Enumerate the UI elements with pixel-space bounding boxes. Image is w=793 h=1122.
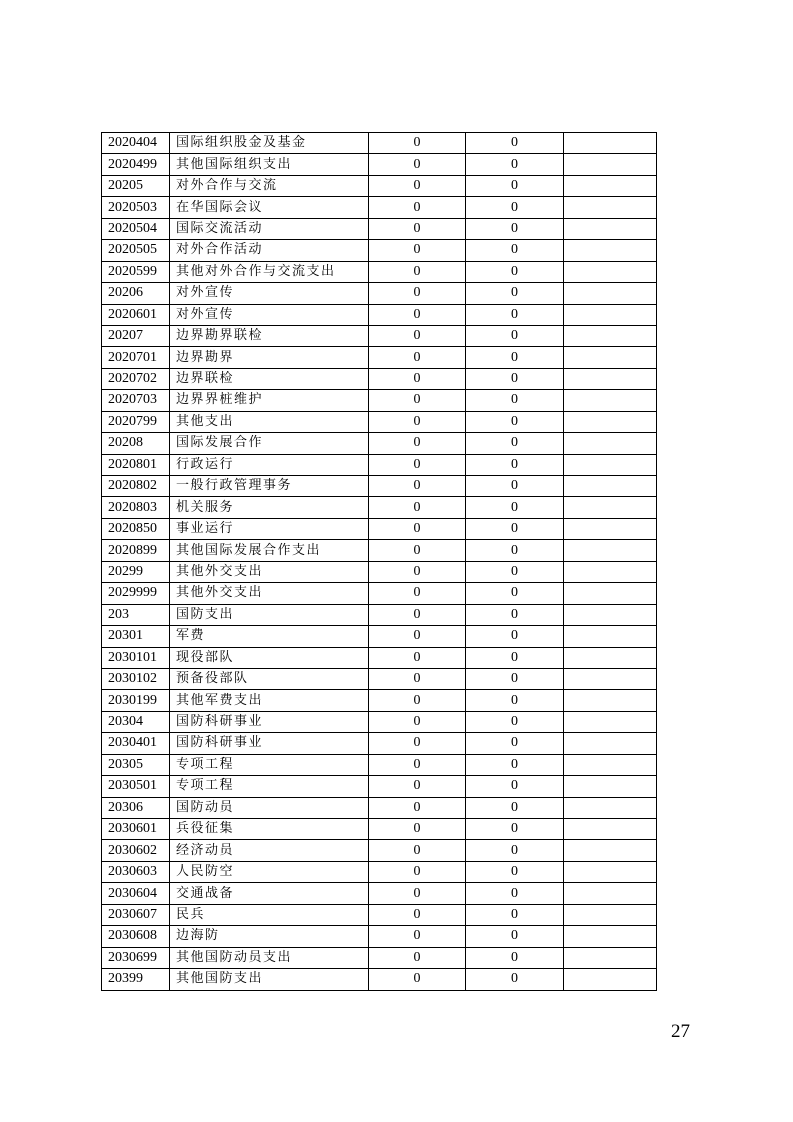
- subject-code-cell: 20301: [102, 626, 170, 647]
- value-cell-2: 0: [466, 776, 564, 797]
- value-cell-1: 0: [369, 819, 466, 840]
- subject-code-cell: 2030602: [102, 840, 170, 861]
- subject-code-cell: 2029999: [102, 583, 170, 604]
- value-cell-1: 0: [369, 754, 466, 775]
- table-row: [102, 476, 657, 497]
- value-cell-3: [564, 368, 657, 389]
- subject-name-cell: 其他国防支出: [170, 969, 369, 990]
- table-row: [102, 240, 657, 261]
- table-row: [102, 497, 657, 518]
- value-cell-2: 0: [466, 304, 564, 325]
- value-cell-2: 0: [466, 733, 564, 754]
- value-cell-3: [564, 969, 657, 990]
- subject-code-cell: 2020801: [102, 454, 170, 475]
- value-cell-2: 0: [466, 411, 564, 432]
- value-cell-1: 0: [369, 154, 466, 175]
- value-cell-1: 0: [369, 476, 466, 497]
- table-row: [102, 197, 657, 218]
- table-row: [102, 175, 657, 196]
- table-row: [102, 411, 657, 432]
- value-cell-3: [564, 347, 657, 368]
- subject-name-cell: 行政运行: [170, 454, 369, 475]
- value-cell-1: 0: [369, 904, 466, 925]
- subject-name-cell: 事业运行: [170, 518, 369, 539]
- value-cell-1: 0: [369, 433, 466, 454]
- value-cell-2: 0: [466, 197, 564, 218]
- subject-code-cell: 2030604: [102, 883, 170, 904]
- subject-name-cell: 专项工程: [170, 754, 369, 775]
- value-cell-2: 0: [466, 476, 564, 497]
- subject-name-cell: 边海防: [170, 926, 369, 947]
- table-row: [102, 304, 657, 325]
- value-cell-2: 0: [466, 454, 564, 475]
- table-row: [102, 261, 657, 282]
- table-row: [102, 133, 657, 154]
- subject-name-cell: 国际交流活动: [170, 218, 369, 239]
- page-number: 27: [671, 1021, 690, 1042]
- subject-code-cell: 2020499: [102, 154, 170, 175]
- subject-code-cell: 2020802: [102, 476, 170, 497]
- value-cell-1: 0: [369, 518, 466, 539]
- subject-code-cell: 2020504: [102, 218, 170, 239]
- table-row: [102, 754, 657, 775]
- table-row: [102, 733, 657, 754]
- value-cell-2: 0: [466, 754, 564, 775]
- value-cell-3: [564, 926, 657, 947]
- value-cell-2: 0: [466, 711, 564, 732]
- value-cell-3: [564, 433, 657, 454]
- value-cell-2: 0: [466, 690, 564, 711]
- value-cell-2: 0: [466, 647, 564, 668]
- subject-name-cell: 国防科研事业: [170, 711, 369, 732]
- subject-code-cell: 2020850: [102, 518, 170, 539]
- subject-code-cell: 2020702: [102, 368, 170, 389]
- table-row: [102, 926, 657, 947]
- value-cell-3: [564, 711, 657, 732]
- value-cell-2: 0: [466, 668, 564, 689]
- value-cell-3: [564, 133, 657, 154]
- value-cell-3: [564, 518, 657, 539]
- subject-code-cell: 2030102: [102, 668, 170, 689]
- table-row: [102, 947, 657, 968]
- value-cell-1: 0: [369, 668, 466, 689]
- value-cell-3: [564, 819, 657, 840]
- subject-name-cell: 边界界桩维护: [170, 390, 369, 411]
- subject-name-cell: 国防科研事业: [170, 733, 369, 754]
- subject-code-cell: 2030501: [102, 776, 170, 797]
- value-cell-1: 0: [369, 947, 466, 968]
- value-cell-2: 0: [466, 819, 564, 840]
- value-cell-3: [564, 733, 657, 754]
- table-body: [102, 133, 657, 991]
- value-cell-1: 0: [369, 776, 466, 797]
- subject-code-cell: 2030401: [102, 733, 170, 754]
- subject-name-cell: 对外合作与交流: [170, 175, 369, 196]
- value-cell-2: 0: [466, 175, 564, 196]
- subject-name-cell: 专项工程: [170, 776, 369, 797]
- table-row: [102, 904, 657, 925]
- value-cell-1: 0: [369, 454, 466, 475]
- subject-code-cell: 20304: [102, 711, 170, 732]
- subject-code-cell: 2030101: [102, 647, 170, 668]
- subject-name-cell: 国防动员: [170, 797, 369, 818]
- value-cell-1: 0: [369, 390, 466, 411]
- value-cell-3: [564, 261, 657, 282]
- subject-code-cell: 2020701: [102, 347, 170, 368]
- value-cell-1: 0: [369, 133, 466, 154]
- table-row: [102, 347, 657, 368]
- table-row: [102, 690, 657, 711]
- value-cell-3: [564, 947, 657, 968]
- subject-name-cell: 国际发展合作: [170, 433, 369, 454]
- value-cell-3: [564, 690, 657, 711]
- value-cell-2: 0: [466, 883, 564, 904]
- value-cell-2: 0: [466, 154, 564, 175]
- subject-name-cell: 国际组织股金及基金: [170, 133, 369, 154]
- subject-code-cell: 2030607: [102, 904, 170, 925]
- subject-name-cell: 对外合作活动: [170, 240, 369, 261]
- subject-name-cell: 其他军费支出: [170, 690, 369, 711]
- value-cell-1: 0: [369, 347, 466, 368]
- value-cell-2: 0: [466, 283, 564, 304]
- table-row: [102, 218, 657, 239]
- value-cell-3: [564, 626, 657, 647]
- table-row: [102, 797, 657, 818]
- subject-code-cell: 2020601: [102, 304, 170, 325]
- subject-name-cell: 经济动员: [170, 840, 369, 861]
- value-cell-1: 0: [369, 197, 466, 218]
- table-row: [102, 776, 657, 797]
- value-cell-2: 0: [466, 497, 564, 518]
- subject-name-cell: 交通战备: [170, 883, 369, 904]
- table-row: [102, 518, 657, 539]
- subject-name-cell: 在华国际会议: [170, 197, 369, 218]
- subject-code-cell: 2020799: [102, 411, 170, 432]
- subject-name-cell: 民兵: [170, 904, 369, 925]
- value-cell-2: 0: [466, 433, 564, 454]
- value-cell-1: 0: [369, 840, 466, 861]
- value-cell-3: [564, 411, 657, 432]
- value-cell-3: [564, 754, 657, 775]
- subject-code-cell: 2030699: [102, 947, 170, 968]
- value-cell-1: 0: [369, 711, 466, 732]
- subject-code-cell: 20208: [102, 433, 170, 454]
- value-cell-2: 0: [466, 368, 564, 389]
- value-cell-2: 0: [466, 390, 564, 411]
- table-row: [102, 368, 657, 389]
- value-cell-3: [564, 197, 657, 218]
- subject-code-cell: 203: [102, 604, 170, 625]
- subject-code-cell: 2020404: [102, 133, 170, 154]
- value-cell-2: 0: [466, 347, 564, 368]
- subject-name-cell: 其他国际组织支出: [170, 154, 369, 175]
- value-cell-2: 0: [466, 947, 564, 968]
- value-cell-3: [564, 476, 657, 497]
- subject-name-cell: 其他国际发展合作支出: [170, 540, 369, 561]
- table-row: [102, 433, 657, 454]
- value-cell-2: 0: [466, 626, 564, 647]
- subject-code-cell: 20306: [102, 797, 170, 818]
- table-row: [102, 604, 657, 625]
- value-cell-1: 0: [369, 647, 466, 668]
- table-row: [102, 819, 657, 840]
- table-row: [102, 668, 657, 689]
- table-row: [102, 840, 657, 861]
- value-cell-1: 0: [369, 240, 466, 261]
- value-cell-2: 0: [466, 861, 564, 882]
- value-cell-1: 0: [369, 304, 466, 325]
- value-cell-1: 0: [369, 690, 466, 711]
- value-cell-2: 0: [466, 926, 564, 947]
- subject-code-cell: 2030603: [102, 861, 170, 882]
- table-row: [102, 561, 657, 582]
- subject-name-cell: 其他外交支出: [170, 561, 369, 582]
- value-cell-3: [564, 583, 657, 604]
- value-cell-1: 0: [369, 497, 466, 518]
- subject-code-cell: 2030608: [102, 926, 170, 947]
- table-row: [102, 626, 657, 647]
- subject-code-cell: 20399: [102, 969, 170, 990]
- value-cell-3: [564, 861, 657, 882]
- value-cell-1: 0: [369, 583, 466, 604]
- value-cell-2: 0: [466, 261, 564, 282]
- value-cell-3: [564, 454, 657, 475]
- value-cell-2: 0: [466, 561, 564, 582]
- table-row: [102, 390, 657, 411]
- subject-code-cell: 2030601: [102, 819, 170, 840]
- value-cell-3: [564, 797, 657, 818]
- subject-name-cell: 其他支出: [170, 411, 369, 432]
- value-cell-1: 0: [369, 604, 466, 625]
- subject-name-cell: 对外宣传: [170, 304, 369, 325]
- value-cell-2: 0: [466, 840, 564, 861]
- value-cell-3: [564, 390, 657, 411]
- subject-name-cell: 军费: [170, 626, 369, 647]
- subject-name-cell: 国防支出: [170, 604, 369, 625]
- value-cell-1: 0: [369, 175, 466, 196]
- value-cell-3: [564, 304, 657, 325]
- value-cell-2: 0: [466, 969, 564, 990]
- value-cell-3: [564, 904, 657, 925]
- value-cell-1: 0: [369, 218, 466, 239]
- value-cell-1: 0: [369, 626, 466, 647]
- subject-name-cell: 预备役部队: [170, 668, 369, 689]
- subject-code-cell: 2020505: [102, 240, 170, 261]
- value-cell-3: [564, 668, 657, 689]
- subject-name-cell: 边界勘界: [170, 347, 369, 368]
- value-cell-3: [564, 283, 657, 304]
- subject-name-cell: 一般行政管理事务: [170, 476, 369, 497]
- subject-code-cell: 2020503: [102, 197, 170, 218]
- value-cell-2: 0: [466, 218, 564, 239]
- value-cell-3: [564, 647, 657, 668]
- value-cell-3: [564, 154, 657, 175]
- subject-code-cell: 20299: [102, 561, 170, 582]
- subject-name-cell: 兵役征集: [170, 819, 369, 840]
- subject-code-cell: 20206: [102, 283, 170, 304]
- value-cell-3: [564, 497, 657, 518]
- subject-name-cell: 其他国防动员支出: [170, 947, 369, 968]
- value-cell-1: 0: [369, 368, 466, 389]
- value-cell-3: [564, 840, 657, 861]
- subject-code-cell: 2020803: [102, 497, 170, 518]
- subject-name-cell: 边界联检: [170, 368, 369, 389]
- value-cell-2: 0: [466, 518, 564, 539]
- value-cell-1: 0: [369, 969, 466, 990]
- table-row: [102, 861, 657, 882]
- subject-code-cell: 2020899: [102, 540, 170, 561]
- subject-code-cell: 2020703: [102, 390, 170, 411]
- value-cell-3: [564, 561, 657, 582]
- value-cell-2: 0: [466, 540, 564, 561]
- value-cell-1: 0: [369, 325, 466, 346]
- value-cell-2: 0: [466, 604, 564, 625]
- value-cell-1: 0: [369, 797, 466, 818]
- value-cell-3: [564, 883, 657, 904]
- value-cell-1: 0: [369, 561, 466, 582]
- subject-code-cell: 20305: [102, 754, 170, 775]
- value-cell-3: [564, 175, 657, 196]
- value-cell-1: 0: [369, 733, 466, 754]
- table-row: [102, 647, 657, 668]
- value-cell-3: [564, 776, 657, 797]
- table-row: [102, 154, 657, 175]
- value-cell-2: 0: [466, 325, 564, 346]
- table-row: [102, 583, 657, 604]
- value-cell-1: 0: [369, 883, 466, 904]
- value-cell-2: 0: [466, 797, 564, 818]
- subject-code-cell: 20205: [102, 175, 170, 196]
- value-cell-1: 0: [369, 926, 466, 947]
- value-cell-1: 0: [369, 540, 466, 561]
- value-cell-2: 0: [466, 133, 564, 154]
- value-cell-1: 0: [369, 261, 466, 282]
- value-cell-1: 0: [369, 861, 466, 882]
- table-row: [102, 283, 657, 304]
- value-cell-3: [564, 540, 657, 561]
- value-cell-3: [564, 218, 657, 239]
- subject-name-cell: 边界勘界联检: [170, 325, 369, 346]
- table-row: [102, 454, 657, 475]
- value-cell-1: 0: [369, 411, 466, 432]
- value-cell-1: 0: [369, 283, 466, 304]
- value-cell-3: [564, 325, 657, 346]
- table-row: [102, 540, 657, 561]
- subject-name-cell: 机关服务: [170, 497, 369, 518]
- subject-code-cell: 2030199: [102, 690, 170, 711]
- subject-code-cell: 20207: [102, 325, 170, 346]
- subject-name-cell: 现役部队: [170, 647, 369, 668]
- value-cell-2: 0: [466, 240, 564, 261]
- subject-name-cell: 对外宣传: [170, 283, 369, 304]
- table-row: [102, 325, 657, 346]
- budget-table: [101, 132, 657, 991]
- value-cell-3: [564, 240, 657, 261]
- value-cell-3: [564, 604, 657, 625]
- table-row: [102, 711, 657, 732]
- subject-name-cell: 其他外交支出: [170, 583, 369, 604]
- table-row: [102, 883, 657, 904]
- value-cell-2: 0: [466, 583, 564, 604]
- value-cell-2: 0: [466, 904, 564, 925]
- table-row: [102, 969, 657, 990]
- subject-name-cell: 人民防空: [170, 861, 369, 882]
- subject-name-cell: 其他对外合作与交流支出: [170, 261, 369, 282]
- subject-code-cell: 2020599: [102, 261, 170, 282]
